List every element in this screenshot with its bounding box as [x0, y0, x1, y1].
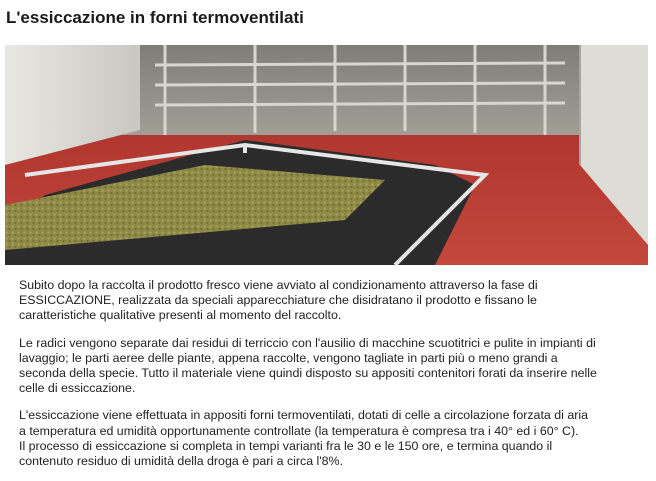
page-title: L'essiccazione in forni termoventilati [6, 8, 304, 27]
paragraph-3: L'essiccazione viene effettuata in appositi forni termoventilati, dotati di celle a circolazione forzata di aria a temperatura ed umidità opportunamente controllate (la temperatura è compresa tra i 40° ed i 60° C). Il processo di essiccazione si completa in tempi varianti fra le 30 e le 150 ore, e termina quando il contenuto residuo di umidità della droga è pari a circa l'8%. [19, 408, 588, 469]
drying-oven-illustration [5, 45, 648, 265]
paragraph-1: Subito dopo la raccolta il prodotto fresco viene avviato al condizionamento attraverso la fase di ESSICCAZIONE, realizzata da speciali apparecchiature che disidratano il prodotto e fissano le caratteristiche qualitative presenti al momento del raccolto. [19, 278, 538, 323]
paragraph-2: Le radici vengono separate dai residui di terriccio con l'ausilio di macchine scuotitrici e pulite in impianti di lavaggio; le parti aeree delle piante, appena raccolte, vengono tagliate in parti più o meno grandi a seconda della specie. Tutto il materiale viene quindi disposto su appositi contenitori forati da inserire nelle celle di essiccazione. [19, 335, 597, 396]
drying-oven-photo [5, 45, 648, 265]
article-body [19, 278, 651, 481]
